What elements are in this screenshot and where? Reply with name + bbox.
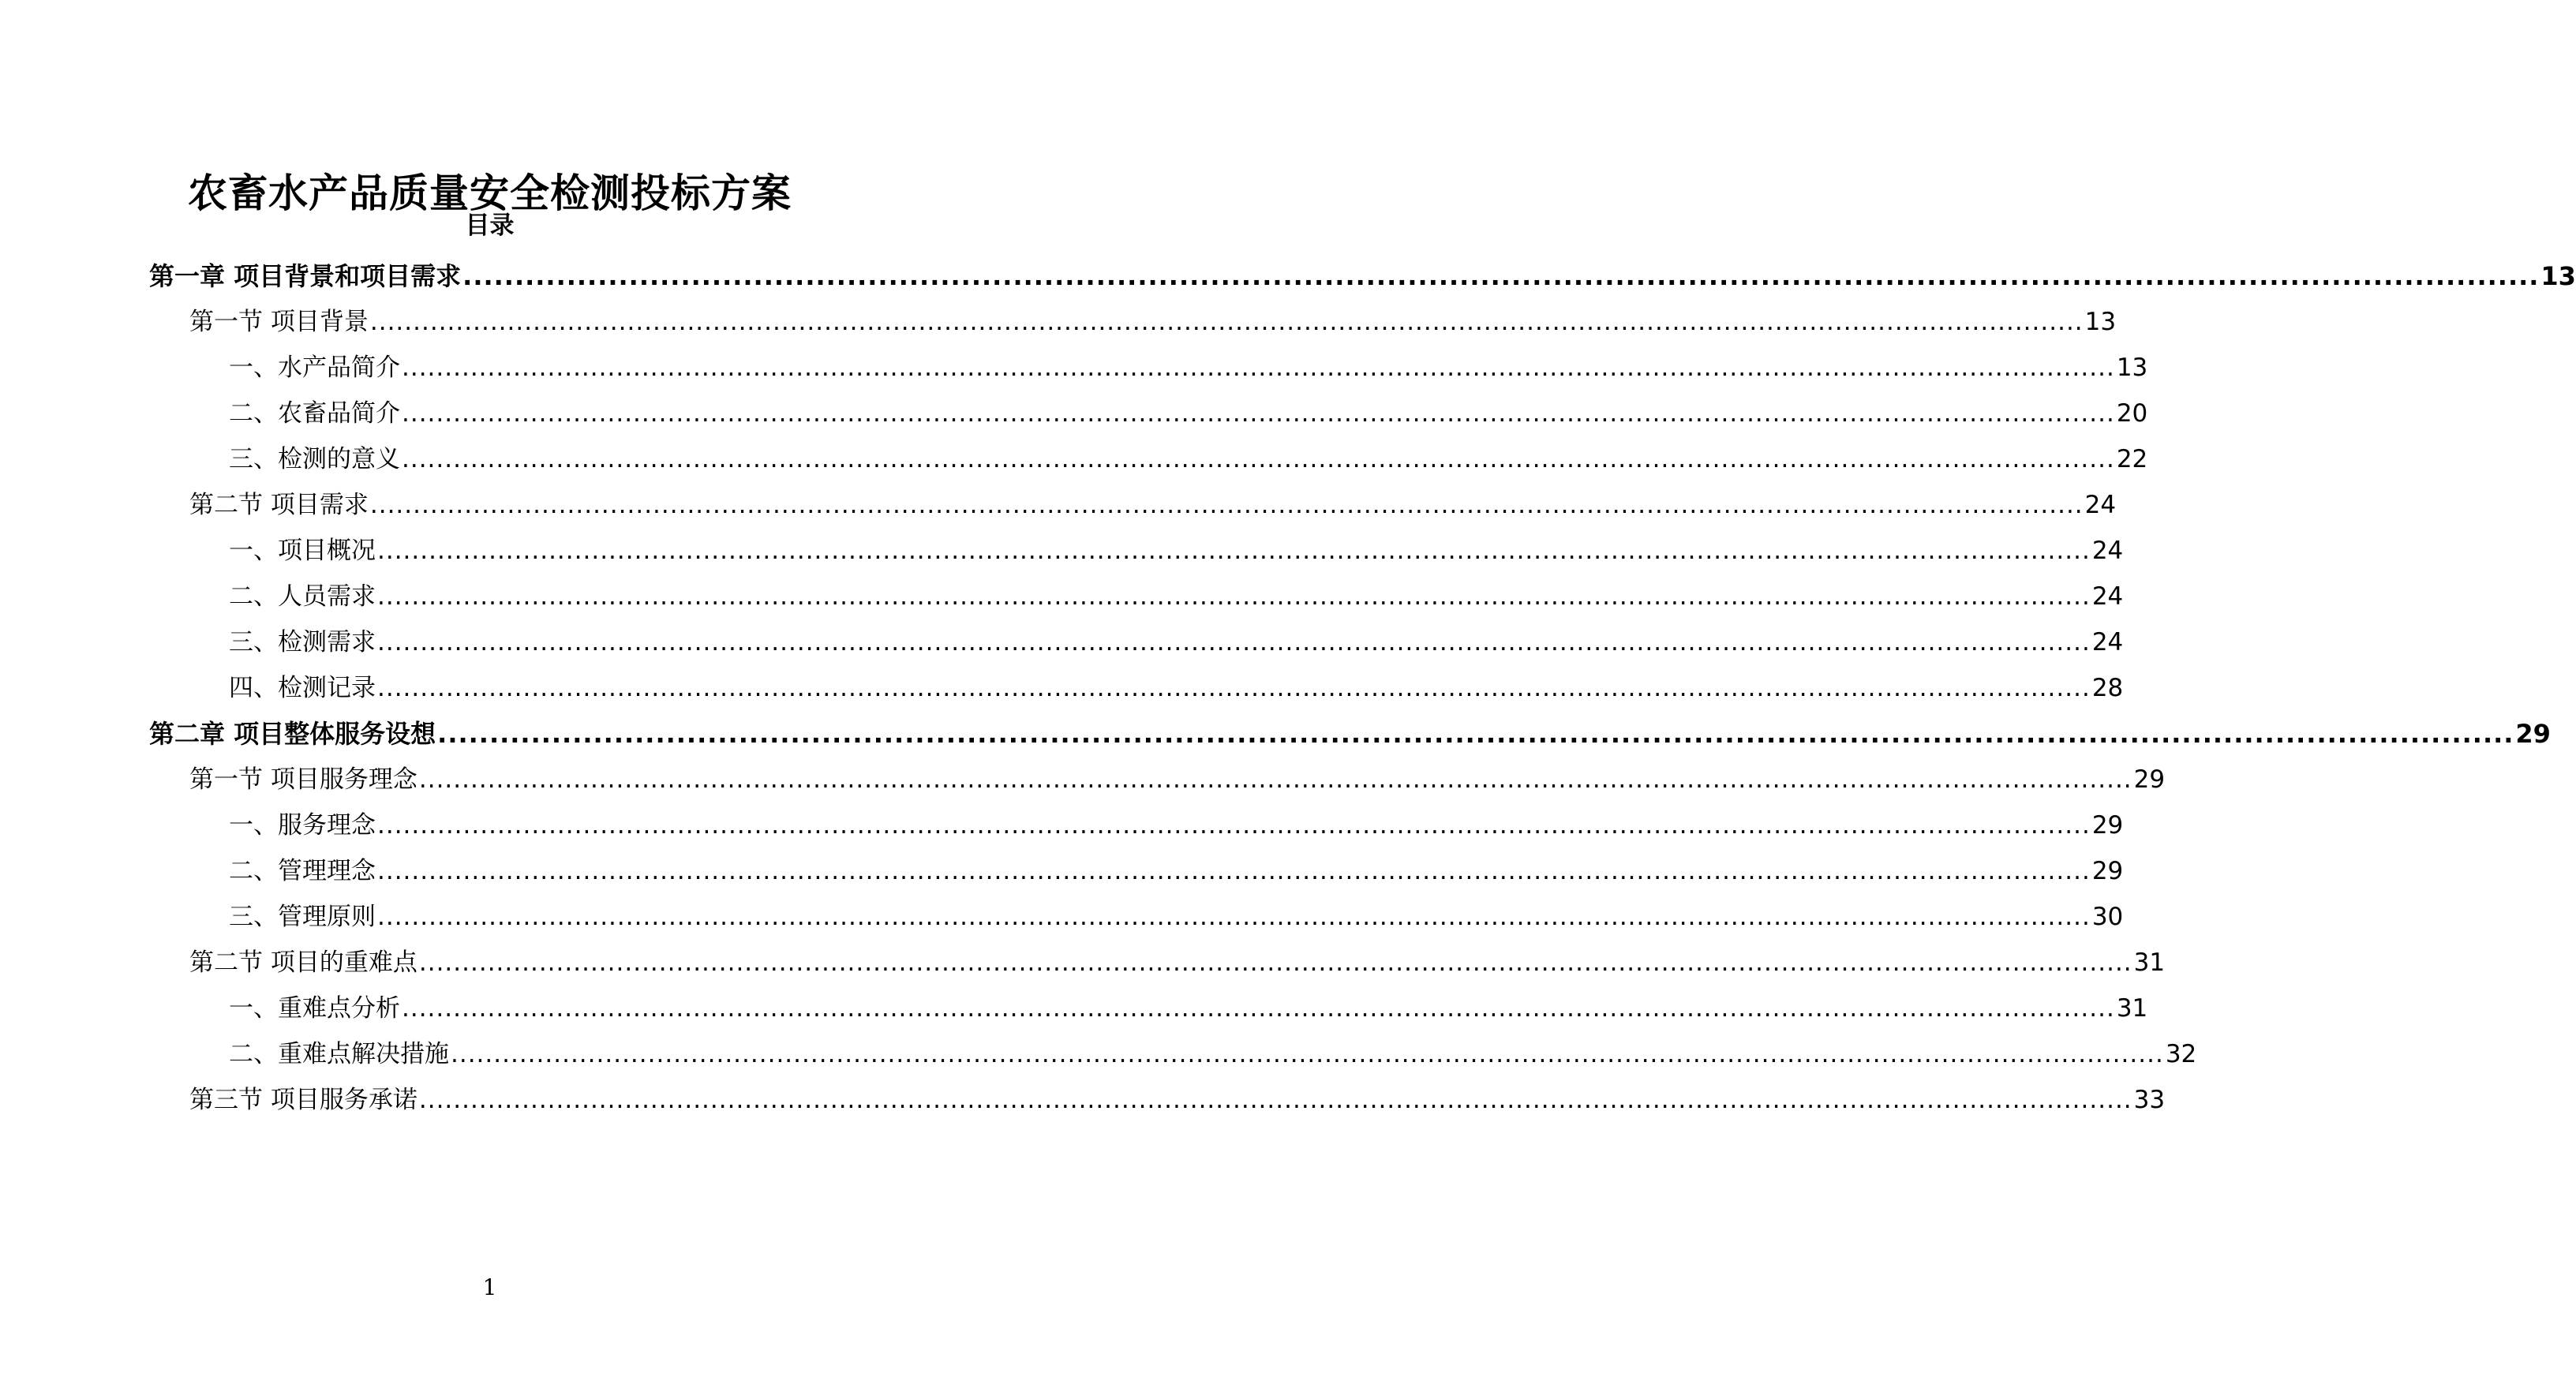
dot-leader: ........................................................................................................................................................................................................ bbox=[377, 537, 2091, 565]
toc-entry-text: 三、检测的意义 bbox=[229, 445, 400, 473]
toc-entry-subsection[interactable] bbox=[229, 350, 2148, 386]
toc-entry-text: 第一节 项目服务理念 bbox=[189, 765, 417, 794]
toc-entry-text: 第二节 项目的重难点 bbox=[189, 948, 417, 977]
dot-leader: ........................................................................................................................................................................................................ bbox=[418, 765, 2132, 794]
toc-entry-text: 第三节 项目服务承诺 bbox=[189, 1086, 417, 1114]
dot-leader: ........................................................................................................................................................................................................ bbox=[437, 719, 2514, 749]
toc-entry-subsection[interactable] bbox=[229, 670, 2124, 706]
toc-entry-text: 一、项目概况 bbox=[229, 537, 376, 565]
toc-entry-text: 二、管理理念 bbox=[229, 857, 376, 885]
toc-entry-page: 32 bbox=[2165, 1040, 2197, 1068]
dot-leader: ........................................................................................................................................................................................................ bbox=[377, 628, 2091, 656]
page-number: 1 bbox=[482, 1274, 497, 1300]
dot-leader: ........................................................................................................................................................................................................ bbox=[402, 445, 2115, 473]
toc-entry-page: 31 bbox=[2133, 948, 2166, 977]
toc-entry-subsection[interactable] bbox=[229, 807, 2124, 843]
toc-entry-page: 20 bbox=[2116, 399, 2148, 428]
dot-leader: ........................................................................................................................................................................................................ bbox=[377, 857, 2091, 885]
toc-entry-page: 13 bbox=[2116, 353, 2148, 382]
toc-entry-text: 第一章 项目背景和项目需求 bbox=[149, 261, 462, 291]
toc-entry-page: 29 bbox=[2515, 719, 2551, 749]
toc-entry-section[interactable] bbox=[189, 1082, 2166, 1118]
dot-leader: ........................................................................................................................................................................................................ bbox=[369, 308, 2084, 336]
toc-entry-page: 29 bbox=[2133, 765, 2166, 794]
dot-leader: ........................................................................................................................................................................................................ bbox=[377, 903, 2091, 931]
dot-leader: ........................................................................................................................................................................................................ bbox=[451, 1040, 2164, 1068]
dot-leader: ........................................................................................................................................................................................................ bbox=[418, 1086, 2132, 1114]
toc-entry-subsection[interactable] bbox=[229, 578, 2124, 615]
toc-entry-subsection[interactable] bbox=[229, 441, 2148, 477]
toc-entry-text: 一、服务理念 bbox=[229, 811, 376, 840]
dot-leader: ........................................................................................................................................................................................................ bbox=[377, 811, 2091, 840]
dot-leader: ........................................................................................................................................................................................................ bbox=[369, 491, 2084, 519]
dot-leader: ........................................................................................................................................................................................................ bbox=[377, 674, 2091, 702]
toc-heading: 目录 bbox=[465, 211, 515, 240]
toc-entry-chapter[interactable] bbox=[149, 716, 2551, 752]
dot-leader: ........................................................................................................................................................................................................ bbox=[462, 261, 2540, 291]
toc-entry-section[interactable] bbox=[189, 487, 2117, 523]
toc-entry-page: 13 bbox=[2540, 261, 2576, 291]
toc-entry-page: 33 bbox=[2133, 1086, 2166, 1114]
toc-entry-section[interactable] bbox=[189, 761, 2166, 798]
toc-entry-text: 二、农畜品简介 bbox=[229, 399, 400, 428]
toc-entry-page: 24 bbox=[2091, 582, 2124, 611]
toc-entry-subsection[interactable] bbox=[229, 624, 2124, 660]
toc-entry-subsection[interactable] bbox=[229, 1036, 2197, 1072]
toc-entry-page: 24 bbox=[2084, 491, 2117, 519]
toc-entry-text: 二、人员需求 bbox=[229, 582, 376, 611]
toc-entry-chapter[interactable] bbox=[149, 258, 2576, 294]
toc-entry-page: 29 bbox=[2091, 857, 2124, 885]
toc-entry-section[interactable] bbox=[189, 944, 2166, 981]
toc-entry-text: 一、水产品简介 bbox=[229, 353, 400, 382]
toc-entry-section[interactable] bbox=[189, 304, 2117, 340]
dot-leader: ........................................................................................................................................................................................................ bbox=[402, 994, 2115, 1023]
toc-entry-text: 第二章 项目整体服务设想 bbox=[149, 719, 436, 749]
toc-entry-page: 29 bbox=[2091, 811, 2124, 840]
toc-entry-subsection[interactable] bbox=[229, 853, 2124, 889]
toc-entry-page: 24 bbox=[2091, 537, 2124, 565]
toc-entry-subsection[interactable] bbox=[229, 395, 2148, 432]
toc-entry-text: 三、管理原则 bbox=[229, 903, 376, 931]
dot-leader: ........................................................................................................................................................................................................ bbox=[402, 399, 2115, 428]
toc-entry-text: 二、重难点解决措施 bbox=[229, 1040, 449, 1068]
toc-entry-subsection[interactable] bbox=[229, 533, 2124, 569]
toc-entry-page: 31 bbox=[2116, 994, 2148, 1023]
toc-entry-page: 24 bbox=[2091, 628, 2124, 656]
toc-entry-page: 13 bbox=[2084, 308, 2117, 336]
toc-entry-page: 28 bbox=[2091, 674, 2124, 702]
toc-entry-text: 三、检测需求 bbox=[229, 628, 376, 656]
toc-entry-page: 30 bbox=[2091, 903, 2124, 931]
toc-entry-subsection[interactable] bbox=[229, 899, 2124, 935]
document-title: 农畜水产品质量安全检测投标方案 bbox=[188, 170, 792, 216]
toc-entry-subsection[interactable] bbox=[229, 990, 2148, 1027]
toc-entry-text: 第一节 项目背景 bbox=[189, 308, 369, 336]
dot-leader: ........................................................................................................................................................................................................ bbox=[402, 353, 2115, 382]
toc-entry-text: 四、检测记录 bbox=[229, 674, 376, 702]
toc-entry-page: 22 bbox=[2116, 445, 2148, 473]
dot-leader: ........................................................................................................................................................................................................ bbox=[377, 582, 2091, 611]
toc-entry-text: 第二节 项目需求 bbox=[189, 491, 369, 519]
dot-leader: ........................................................................................................................................................................................................ bbox=[418, 948, 2132, 977]
toc-entry-text: 一、重难点分析 bbox=[229, 994, 400, 1023]
